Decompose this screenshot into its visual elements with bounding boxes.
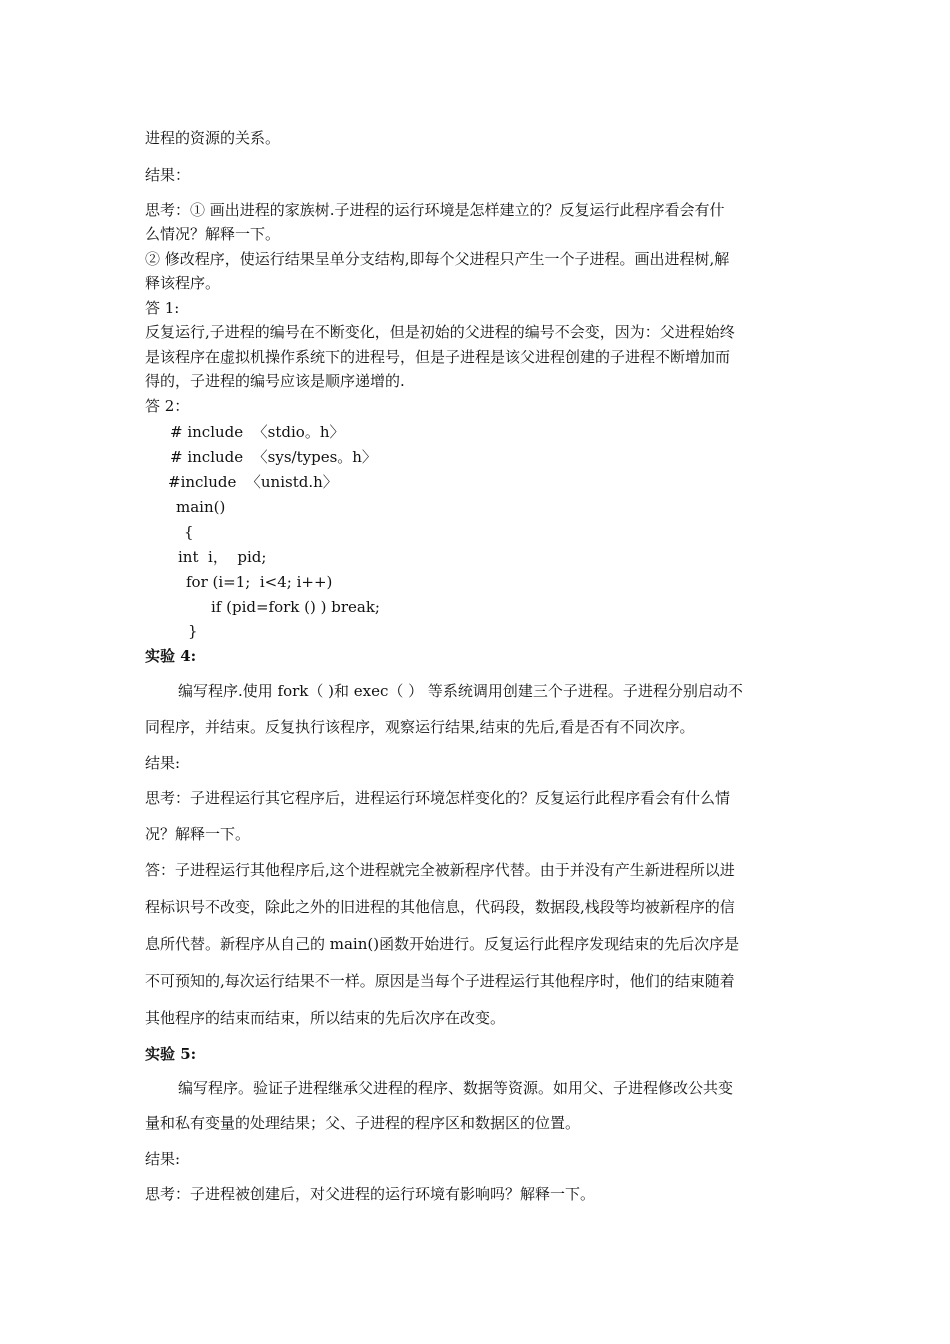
code-line: for (i=1; i<4; i++) bbox=[186, 573, 333, 591]
code-line: } bbox=[188, 622, 198, 640]
section-heading: 实验 4: bbox=[145, 647, 197, 665]
think-question: 思考：子进程被创建后，对父进程的运行环境有影响吗？解释一下。 bbox=[145, 1185, 596, 1203]
code-line: #include 〈unistd.h〉 bbox=[168, 473, 338, 491]
text-line: 进程的资源的关系。 bbox=[145, 129, 281, 147]
result-label: 结果: bbox=[145, 754, 181, 772]
text-line: 是该程序在虚拟机操作系统下的进程号，但是子进程是该父进程创建的子进程不断增加而 bbox=[145, 348, 731, 366]
code-line: int i， pid; bbox=[178, 548, 267, 566]
answer-label: 答 1: bbox=[145, 299, 180, 317]
text-line: 编写程序。验证子进程继承父进程的程序、数据等资源。如用父、子进程修改公共变 bbox=[178, 1079, 734, 1097]
text-line: ② 修改程序，使运行结果呈单分支结构,即每个父进程只产生一个子进程。画出进程树,解 bbox=[145, 250, 730, 268]
code-line: # include 〈sys/types。h〉 bbox=[170, 448, 377, 466]
think-question: 思考：子进程运行其它程序后，进程运行环境怎样变化的？反复运行此程序看会有什么情 bbox=[145, 789, 731, 807]
text-line: 反复运行,子进程的编号在不断变化，但是初始的父进程的编号不会变，因为：父进程始终 bbox=[145, 323, 735, 341]
text-line: 同程序，并结束。反复执行该程序，观察运行结果,结束的先后,看是否有不同次序。 bbox=[145, 718, 695, 736]
text-line: 不可预知的,每次运行结果不一样。原因是当每个子进程运行其他程序时，他们的结束随着 bbox=[145, 972, 735, 990]
answer-label: 答 2： bbox=[145, 397, 190, 415]
answer-text: 答：子进程运行其他程序后,这个进程就完全被新程序代替。由于并没有产生新进程所以进 bbox=[145, 861, 735, 879]
result-label: 结果: bbox=[145, 1150, 181, 1168]
text-line: 编写程序.使用 fork（ )和 exec（ ） 等系统调用创建三个子进程。子进程分别启动不 bbox=[178, 682, 743, 700]
text-line: 息所代替。新程序从自己的 main()函数开始进行。反复运行此程序发现结束的先后次序是 bbox=[145, 935, 740, 953]
text-line: 释该程序。 bbox=[145, 274, 221, 292]
code-line: if (pid=fork () ) break; bbox=[211, 598, 380, 616]
code-line: # include 〈stdio。h〉 bbox=[170, 423, 345, 441]
section-heading: 实验 5: bbox=[145, 1045, 197, 1063]
code-line: main() bbox=[176, 498, 226, 516]
text-line: 程标识号不改变，除此之外的旧进程的其他信息，代码段，数据段,栈段等均被新程序的信 bbox=[145, 898, 735, 916]
think-question: 思考：① 画出进程的家族树.子进程的运行环境是怎样建立的？反复运行此程序看会有什 bbox=[145, 201, 725, 219]
text-line: 其他程序的结束而结束，所以结束的先后次序在改变。 bbox=[145, 1009, 506, 1027]
text-line: 量和私有变量的处理结果；父、子进程的程序区和数据区的位置。 bbox=[145, 1114, 581, 1132]
result-label: 结果： bbox=[145, 166, 191, 184]
code-line: { bbox=[184, 523, 194, 541]
text-line: 么情况？解释一下。 bbox=[145, 225, 281, 243]
text-line: 得的，子进程的编号应该是顺序递增的. bbox=[145, 372, 405, 390]
text-line: 况？解释一下。 bbox=[145, 825, 251, 843]
